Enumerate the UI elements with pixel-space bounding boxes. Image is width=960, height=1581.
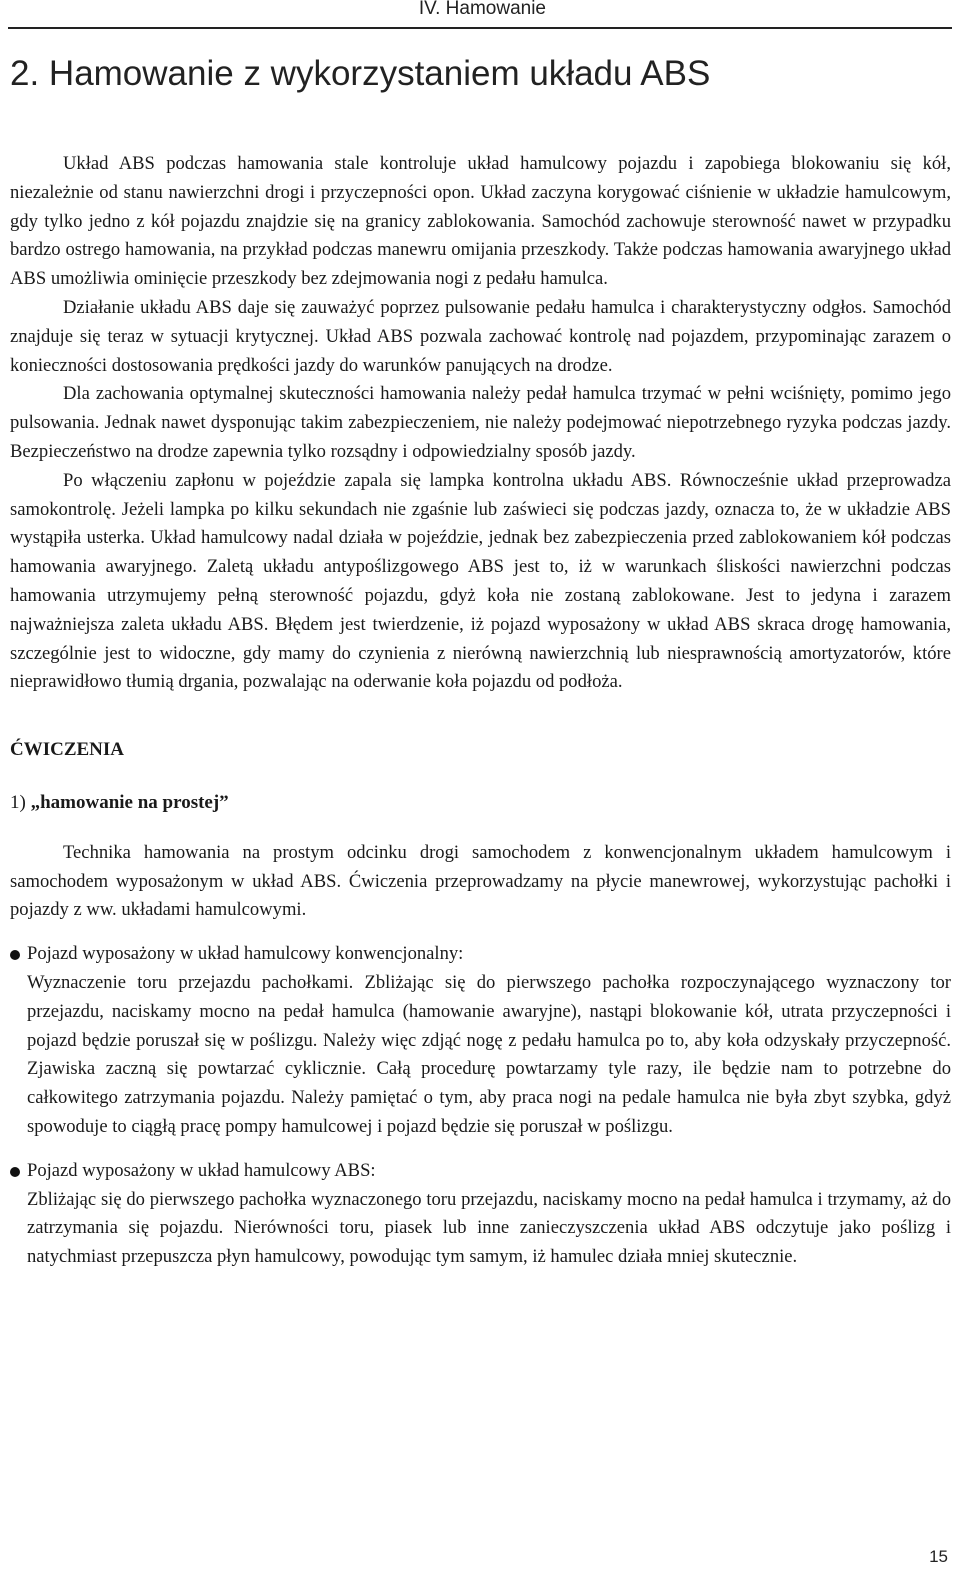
bullet-abs-title: Pojazd wyposażony w układ hamulcowy ABS: bbox=[27, 1159, 376, 1181]
bullet-dot-icon bbox=[10, 950, 20, 960]
exercise-title: „hamowanie na prostej” bbox=[30, 791, 229, 813]
paragraph-optimal-braking: Dla zachowania optymalnej skuteczności hamowania należy pedał hamulca trzymać w pełni wciśnięty, pomimo jego pulsowania. Jednak nawet dysponując takim zabezpieczeniem, nie należy podejmować niepotrzebnego ryzyka podczas jazdy. Bezpieczeństwo na drodze zapewnia tylko rozsądny i odpowiedzialny sposób jazdy. bbox=[10, 383, 951, 462]
exercise-intro: Technika hamowania na prostym odcinku drogi samochodem z konwencjonalnym układem hamulcowym i samochodem wyposażonym w układ ABS. Ćwiczenia przeprowadzamy na płycie manewrowej, wykorzystując pachołki i pojazdy z ww. układami hamulcowymi. bbox=[10, 841, 951, 921]
chapter-title: 2. Hamowanie z wykorzystaniem układu ABS bbox=[10, 54, 711, 93]
body-text bbox=[10, 150, 951, 1272]
paragraph-abs-intro: Układ ABS podczas hamowania stale kontroluje układ hamulcowy pojazdu i zapobiega blokowaniu się kół, niezależnie od stanu nawierzchni drogi i przyczepności opon. Układ zaczyna korygować ciśnienie w układzie hamulcowym, gdy tylko jedno z kół pojazdu znajdzie się na granicy zablokowania. Samochód zachowuje sterowność nawet w przypadku bardzo ostrego hamowania, na przykład podczas manewru omijania przeszkody. Także podczas hamowania awaryjnego układ ABS umożliwia ominięcie przeszkody bez zdejmowania nogi z pedału hamulca. bbox=[10, 153, 951, 290]
bullet-conventional-text: Wyznaczenie toru przejazdu pachołkami. Zbliżając się do pierwszego pachołka rozpoczynającego wyznaczony tor przejazdu, naciskamy mocno na pedał hamulca (hamowanie awaryjne), nastąpi blokowanie kół, utrata przyczepności i pojazd będzie poruszał się w poślizgu. Należy więc zdjąć nogę z pedału hamulca po to, aby koła odzyskały przyczepność. Zjawiska zaczną się powtarzać cyklicznie. Całą procedurę powtarzamy tyle razy, ile będzie nam to potrzebne do całkowitego zatrzymania pojazdu. Należy pamiętać o tym, aby praca nogi na pedale hamulca nie była zbyt szybka, gdyż spowoduje to ciągłą pracę pompy hamulcowej i pojazd będzie się poruszał w poślizgu. bbox=[27, 971, 951, 1137]
paragraph-abs-operation: Działanie układu ABS daje się zauważyć poprzez pulsowanie pedału hamulca i charakterystyczny odgłos. Samochód znajduje się teraz w sytuacji krytycznej. Układ ABS pozwala zachować kontrolę nad pojazdem, przypominając zarazem o konieczności dostosowania prędkości jazdy do warunków panujących na drodze. bbox=[10, 296, 951, 376]
bullet-abs bbox=[10, 1157, 951, 1272]
page-number: 15 bbox=[929, 1547, 948, 1566]
bullet-abs-text: Zbliżając się do pierwszego pachołka wyznaczonego toru przejazdu, naciskamy mocno na pedał hamulca i trzymamy, aż do zatrzymania się pojazdu. Nierówności toru, piasek lub inne zanieczyszczenia układ ABS odczytuje jako poślizg i natychmiast przepuszcza płyn hamulcowy, powodując tym samym, iż hamulec działa mniej skutecznie. bbox=[27, 1188, 951, 1268]
running-header bbox=[0, 0, 960, 28]
bullet-conventional bbox=[10, 940, 951, 1142]
exercise-1-heading bbox=[10, 789, 951, 818]
exercise-number: 1) bbox=[10, 791, 26, 813]
bullet-conventional-title: Pojazd wyposażony w układ hamulcowy konwencjonalny: bbox=[27, 943, 464, 965]
bullet-dot-icon bbox=[10, 1167, 20, 1177]
paragraph-warning-lamp: Po włączeniu zapłonu w pojeździe zapala się lampka kontrolna układu ABS. Równocześnie układ przeprowadza samokontrolę. Jeżeli lampka po kilku sekundach nie zgaśnie lub zaświeci się podczas jazdy, oznacza to, że w układzie ABS wystąpiła usterka. Układ hamulcowy nadal działa w pojeździe, jednak bez zabezpieczenia przed zablokowaniem kół podczas hamowania awaryjnego. Zaletą układu antypoślizgowego ABS jest to, iż w warunkach śliskości nawierzchni podczas hamowania utrzymujemy pełną sterowność pojazdu, gdyż koła nie zostaną zablokowane. Jest to jedyna i zarazem najważniejsza zaleta układu ABS. Błędem jest twierdzenie, iż pojazd wyposażony w układ ABS skraca drogę hamowania, szczególnie jest to widoczne, gdy mamy do czynienia z nierówną nawierzchnią lub niesprawnością amortyzatorów, które nieprawidłowo tłumią drgania, pozwalając na oderwanie koła pojazdu od podłoża. bbox=[10, 469, 951, 693]
header-rule bbox=[8, 27, 952, 29]
exercises-heading: ĆWICZENIA bbox=[10, 739, 125, 761]
running-header-title: IV. Hamowanie bbox=[418, 0, 546, 19]
